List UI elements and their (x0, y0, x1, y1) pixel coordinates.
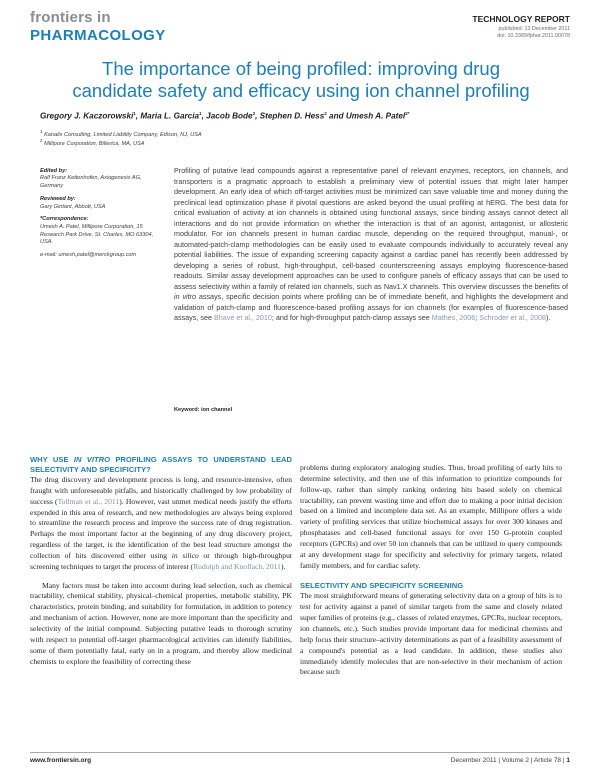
report-type: TECHNOLOGY REPORT (472, 14, 570, 24)
keywords: Keyword: ion channel (174, 407, 233, 413)
paragraph: The drug discovery and development process is long, and resource-intensive, often fraught with unforeseeable pitfalls, and historically challenged by low probability of success (Tollman et al., 2011). However, vast unmet medical needs justify the efforts expended in this area of research, and new methodologies are always being explored to streamline the research process and improve the success rate of drug registration. Perhaps the most important factor at the beginning of any drug discovery project, regardless of the target, is the identification of the best lead structure amongst the collection of hits discovered either using in silico or through high-throughput screening techniques to target the process of interest (Rudolph and Knoflach, 2011). (30, 475, 293, 571)
author-name: Umesh A. Patel (345, 111, 406, 121)
abstract: Profiling of putative lead compounds against a representative panel of relevant enzymes, receptors, ion channels, and transporters is a pragmatic approach to establish a preliminary view of potential issues that might later hamper development. An early idea of which off-target activities must be minimized can save valuable time and money during the preclinical lead optimization phase if pivotal questions are asked beyond the usual profiling at hERG. The best data for critical evaluation of activity at ion channels is obtained using functional assays, since binding assays cannot detect all interactions and do not provide information on whether the interaction is that of an agonist, antagonist, or allosteric modulator. For ion channels present in human cardiac muscle, depending on the required throughput, manual-, or automated-patch-clamp methodologies can be easily used to evaluate compounds individually to accurately reveal any potential liabilities. The issue of expanding screening capacity against a cardiac panel has recently been addressed by developing a series of robust, high-throughput, cell-based counterscreening assays employing fluorescence-based readouts. Similar assay development approaches can be used to configure panels of efficacy assays that can be used to assess selectivity within a family of related ion channels, such as Nav1.X channels. This overview discusses the benefits of in vitro assays, specific decision points where profiling can be of immediate benefit, and highlights the development and validation of patch-clamp and fluorescence-based profiling assays for ion channels (for examples of fluorescence-based assays, see Bhave et al., 2010; and for high-throughput patch-clamp assays see Mathes, 2006; Schroder et al., 2008). (174, 166, 569, 322)
reviewed-by-text: Gary Gintant, Abbott, USA (40, 204, 106, 210)
citation-link[interactable]: Bhave et al., 2010 (213, 313, 272, 322)
author-name: Maria L. Garcia (140, 111, 200, 121)
article-title (36, 58, 566, 102)
publication-meta (450, 26, 570, 40)
published-date: published: 13 December 2011 (498, 26, 570, 32)
body-column-left (30, 455, 292, 667)
author-list: Gregory J. Kaczorowski$^1$, Maria L. Garcia$^1$, Jacob Bode$^2$, Stephen D. Hess$^2$ and Umesh A. Patel$^{2*}$ (40, 111, 410, 121)
author-affiliation-mark: 2 (324, 111, 327, 116)
section-heading-2: SELECTIVITY AND SPECIFICITY SCREENING (300, 581, 464, 591)
affiliation-1: $^1$ Kanalis Consulting, Limited Liability Company, Edison, NJ, USA (40, 129, 202, 138)
correspondence-email[interactable]: e-mail: umesh.patel@merckgroup.com (40, 252, 137, 258)
paragraph: problems during exploratory analoging studies. Thus, broad profiling of early hits to determine selectivity, and then use of this information to prioritize compounds for follow-up, rather than simply ranking ordering hits based solely on chemical tractability, can prevent wasting time and effort due to making a poor initial decision based on a limited and incomplete data set. As an example, Millipore offers a wide variety of profiling services that utilize biochemical assays for over 300 kinases and phosphatases and cell-based functional assays for over 150 G-protein coupled receptors (GPCRs) and over 50 ion channels that can be utilized to query compounds at any development stage for specificity and selectivity for primary targets, related family members, and for cardiac safety. (300, 463, 562, 570)
section-heading-1: WHY USE IN VITRO PROFILING ASSAYS TO UNDERSTAND LEAD SELECTIVITY AND SPECIFICITY? (30, 455, 292, 474)
affiliation-2: $^2$ Millipore Corporation, Billerica, MA, USA (40, 138, 145, 147)
edited-by-text: Ralf Franz Kettenhofen, Axiogenesis AG, Germany (40, 175, 142, 189)
paragraph: The most straightforward means of generating selectivity data on a group of hits is to test for activity against a panel of similar targets from the same and closely related super families of proteins (e.g., classes of related enzymes, GPCRs, nuclear receptors, ion channels, etc.). Such studies provide important data for medicinal chemists and help focus their structure–activity determinations as part of a feasibility assessment of a compound's potential as a lead candidate. In addition, these studies also immediately identify molecules that are non-selective in their mechanism of action because such (300, 591, 562, 677)
journal-logo-line2: PHARMACOLOGY (30, 27, 166, 44)
author-affiliation-mark: 1 (199, 111, 202, 116)
page-number: 1 (566, 757, 570, 764)
title-line-2: candidate safety and efficacy using ion channel profiling (72, 80, 530, 101)
title-line-1: The importance of being profiled: improving drug (102, 58, 500, 79)
doi: doi: 10.3389/fphar.2011.00078 (497, 33, 570, 39)
citation-link[interactable]: Tollman et al., 2011 (57, 496, 120, 506)
author-affiliation-mark: 1 (133, 111, 136, 116)
author-name: Jacob Bode (206, 111, 253, 121)
edited-by-label: Edited by: (40, 168, 68, 174)
reviewed-by-label: Reviewed by: (40, 196, 76, 202)
correspondence-label: *Correspondence: (40, 216, 89, 222)
journal-logo-line1: frontiers in (30, 9, 111, 26)
citation-link[interactable]: Rudolph and Knoflach, 2011 (193, 561, 281, 571)
citation-link[interactable]: Schroder et al., 2008 (479, 313, 547, 322)
author-name: Stephen D. Hess (259, 111, 325, 121)
citation-link[interactable]: Mathes, 2006 (431, 313, 476, 322)
footer-citation: December 2011 | Volume 2 | Article 78 | 1 (450, 757, 570, 764)
author-name: Gregory J. Kaczorowski (40, 111, 134, 121)
footer-divider (30, 752, 570, 753)
body-column-right (300, 463, 562, 678)
paragraph: Many factors must be taken into account during lead selection, such as chemical tractability, chemical stability, physical–chemical properties, metabolic stability, PK characteristics, protein binding, and suitability for formulation, in addition to potency and mechanism of action. However, none are more important than the specificity and selectivity of the initial compound. Subjecting putative leads to thorough scrutiny with respect to potential off-target pharmacological activities can identify liabilities, some of them potentially fatal, early on in a program, and thereby allow medicinal chemists to explore the feasibility of correcting these (30, 580, 292, 666)
journal-website[interactable]: www.frontiersin.org (30, 757, 92, 764)
correspondence-text: Umesh A. Patel, Millipore Corporation, 15 Research Park Drive, St. Charles, MO 63304, USA. (40, 224, 154, 246)
author-affiliation-mark: 2 (252, 111, 256, 116)
author-affiliation-mark: 2* (405, 111, 410, 116)
